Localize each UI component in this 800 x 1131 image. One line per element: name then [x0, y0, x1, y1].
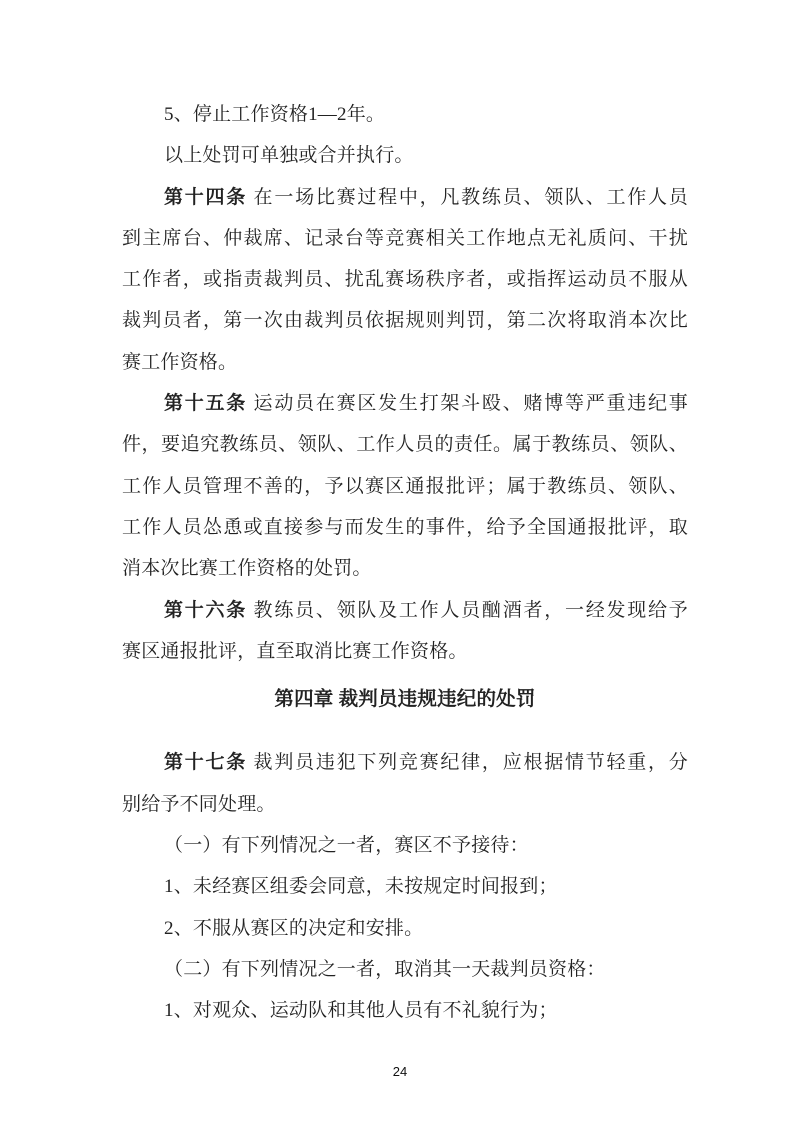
text-line	[122, 424, 688, 465]
body-text: 5、停止工作资格1—2年。	[164, 104, 386, 125]
body-text: 裁判员违犯下列竞赛纪律，应根据情节轻重，分	[247, 752, 688, 774]
document-body	[122, 94, 688, 1032]
text-line	[122, 949, 688, 990]
body-text: （一）有下列情况之一者，赛区不予接待：	[164, 835, 529, 857]
text-line	[122, 742, 688, 783]
text-line	[122, 466, 688, 507]
text-line	[122, 177, 688, 218]
body-text: 别给予不同处理。	[122, 793, 276, 815]
body-text: 裁判员者，第一次由裁判员依据规则判罚，第二次将取消本次比	[122, 310, 688, 332]
body-text: 以上处罚可单独或合并执行。	[164, 145, 414, 167]
body-text: 赛区通报批评，直至取消比赛工作资格。	[122, 640, 468, 662]
text-line	[122, 548, 688, 589]
body-text: 赛工作资格。	[122, 351, 238, 373]
article-number-text: 第十六条	[164, 599, 248, 621]
text-line	[122, 218, 688, 259]
article-number-text: 第四章 裁判员违规违纪的处罚	[274, 689, 536, 711]
text-line	[122, 866, 688, 907]
body-text: 运动员在赛区发生打架斗殴、赌博等严重违纪事	[247, 393, 688, 415]
text-line	[122, 342, 688, 383]
body-text: 工作人员怂恿或直接参与而发生的事件，给予全国通报批评，取	[122, 516, 688, 538]
page-number: 24	[392, 1064, 408, 1079]
text-line	[122, 590, 688, 631]
body-text: 在一场比赛过程中，凡教练员、领队、工作人员	[247, 186, 688, 208]
text-line	[122, 94, 688, 135]
body-text: 消本次比赛工作资格的处罚。	[122, 558, 372, 580]
text-line	[122, 990, 688, 1031]
body-text: 工作人员管理不善的，予以赛区通报批评；属于教练员、领队、	[122, 475, 688, 497]
text-line	[122, 383, 688, 424]
chapter-heading	[122, 679, 688, 720]
body-text: 工作者，或指责裁判员、扰乱赛场秩序者，或指挥运动员不服从	[122, 269, 688, 291]
article-number-text: 第十七条	[164, 752, 248, 774]
text-line	[122, 631, 688, 672]
article-number-text: 第十四条	[164, 186, 248, 208]
text-line	[122, 825, 688, 866]
text-line	[122, 259, 688, 300]
body-text: 到主席台、仲裁席、记录台等竞赛相关工作地点无礼质问、干扰	[122, 227, 688, 249]
body-text: 2、不服从赛区的决定和安排。	[164, 917, 424, 939]
body-text: 件，要追究教练员、领队、工作人员的责任。属于教练员、领队、	[122, 434, 688, 456]
body-text: （二）有下列情况之一者，取消其一天裁判员资格：	[164, 958, 606, 980]
article-number-text: 第十五条	[164, 393, 248, 415]
text-line	[122, 784, 688, 825]
text-line	[122, 507, 688, 548]
body-text: 1、对观众、运动队和其他人员有不礼貌行为；	[164, 1000, 558, 1022]
text-line	[122, 908, 688, 949]
body-text: 教练员、领队及工作人员酗酒者，一经发现给予	[247, 599, 688, 621]
text-line	[122, 135, 688, 176]
body-text: 1、未经赛区组委会同意，未按规定时间报到；	[164, 876, 558, 898]
text-line	[122, 300, 688, 341]
